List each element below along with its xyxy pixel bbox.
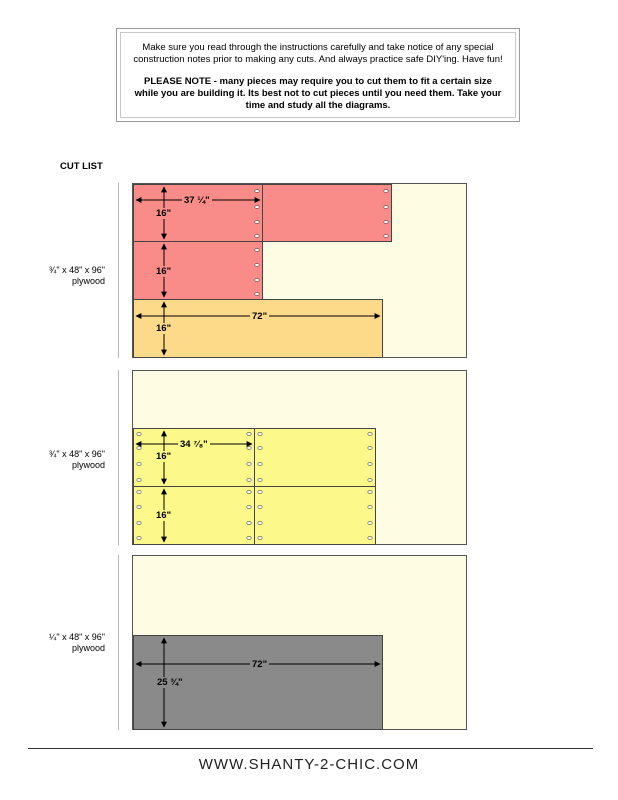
sheet-2-label-size: ¾" x 48" x 96": [48, 449, 105, 459]
sheet-3-label-material: plywood: [71, 643, 105, 653]
cut-list-title: CUT LIST: [60, 161, 103, 172]
sheet-1-width-b-label: 72": [252, 311, 268, 322]
sheet-2-height-b-label: 16": [156, 510, 172, 521]
sheet-2-label-material: plywood: [71, 460, 105, 470]
sheet-1-height-a-label: 16": [156, 208, 172, 219]
sheet-1-height-c-label: 16": [156, 323, 172, 334]
sheet-1-height-b-label: 16": [156, 266, 172, 277]
sheet-2-height-a-label: 16": [156, 451, 172, 462]
sheet-1-label-material: plywood: [71, 276, 105, 286]
sheet-2-width-label: 34 ⁷⁄₈": [180, 439, 208, 450]
sheet-1-width-label: 37 ¼": [184, 195, 210, 206]
notice-paragraph-1: Make sure you read through the instructions carefully and take notice of any special construction notes prior to making any cuts. And always practice safe DIY'ing. Have fun!: [133, 42, 503, 65]
sheet-3-height-label: 25 ¾": [157, 677, 183, 688]
sheet-1-label-size: ¾" x 48" x 96": [48, 265, 105, 275]
notice-paragraph-2: PLEASE NOTE - many pieces may require you to cut them to fit a certain size while you are building it. Its best not to cut pieces until you need them. Take your time and study all the diagrams.: [134, 76, 502, 111]
sheet-3-width-label: 72": [252, 659, 268, 670]
sheet-3-label-size: ¼" x 48" x 96": [48, 632, 105, 642]
footer-divider: [28, 748, 593, 749]
footer-website: WWW.SHANTY-2-CHIC.COM: [198, 756, 420, 773]
